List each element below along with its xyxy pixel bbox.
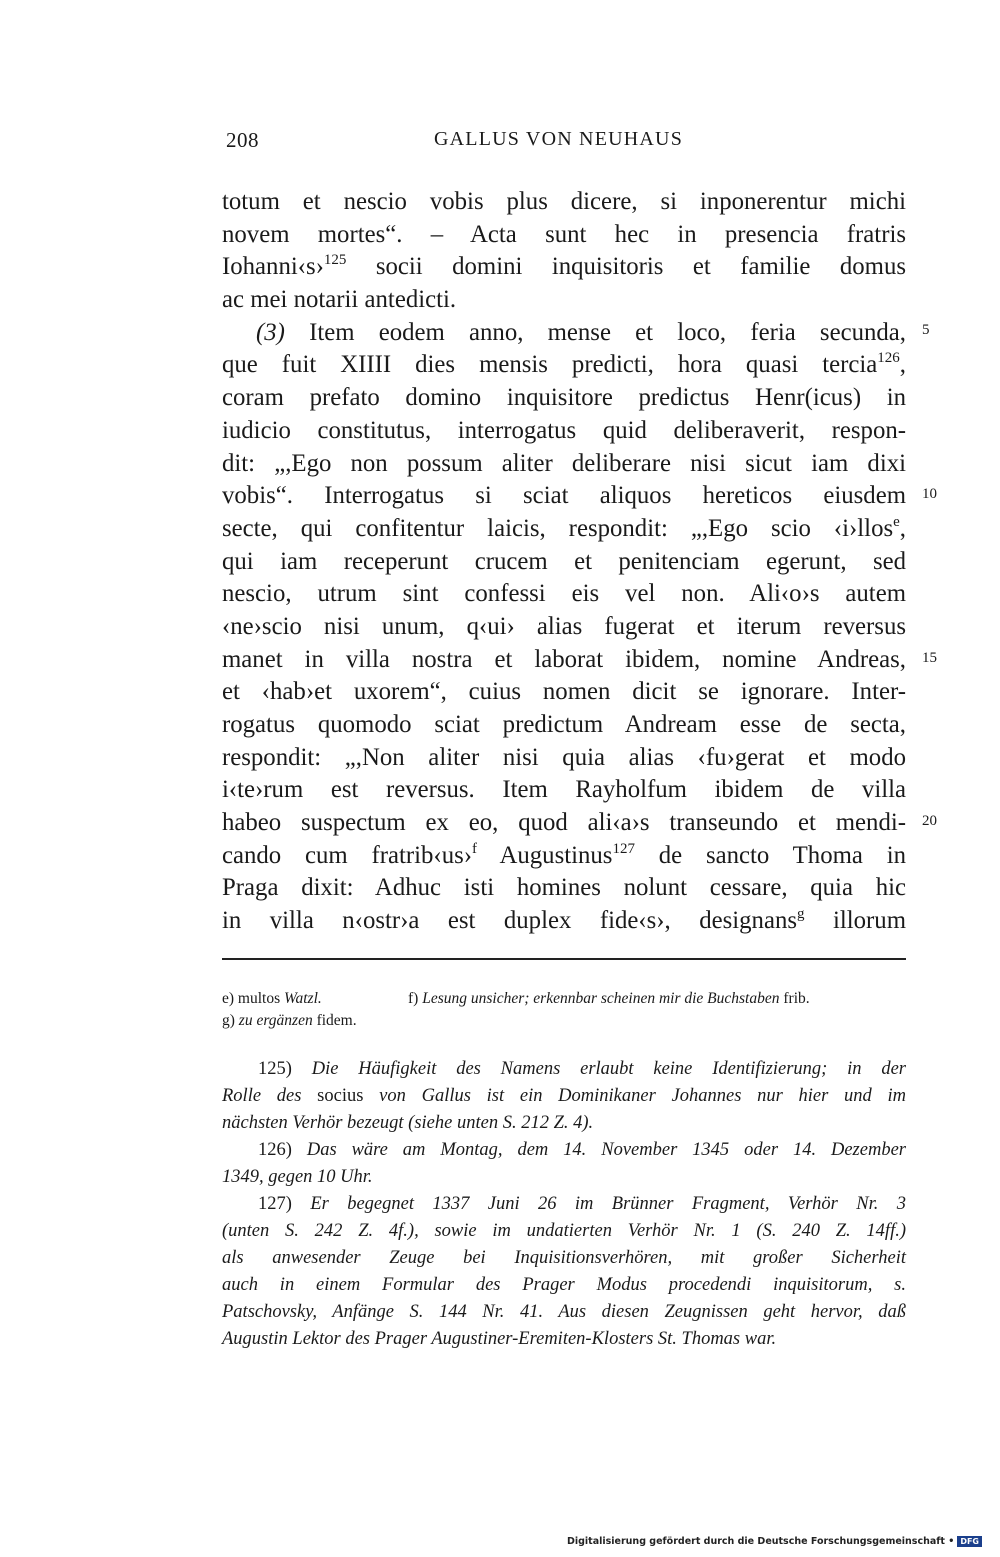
digitization-credit xyxy=(567,1536,982,1547)
text-line: vobis“. Interrogatus si sciat aliquos hereticos eiusdem xyxy=(222,482,906,510)
footnote-line: Augustin Lektor des Prager Augustiner-Eremiten-Klosters St. Thomas war. xyxy=(222,1329,777,1349)
text-line: manet in villa nostra et laborat ibidem, nomine Andreas, xyxy=(222,645,906,673)
line-number: 10 xyxy=(922,486,937,502)
text-line: respondit: „,Non aliter nisi quia alias ‹fu›gerat et modo xyxy=(222,743,906,771)
critical-note-g: g) zu ergänzen fidem. xyxy=(222,1012,357,1029)
footnote-line: Rolle des socius von Gallus ist ein Dominikaner Johannes nur hier und im xyxy=(222,1086,907,1106)
footnote-line: auch in einem Formular des Prager Modus procedendi inquisitorum, s. xyxy=(222,1275,906,1295)
critical-note-e: e) multos Watzl. xyxy=(222,990,322,1007)
footnote-125: 125) Die Häufigkeit des Namens erlaubt keine Identifizierung; in der xyxy=(258,1059,906,1079)
text-line: rogatus quomodo sciat predictum Andream esse de secta, xyxy=(222,711,906,738)
footnote-ref[interactable]: 126 xyxy=(877,350,900,367)
line-number: 20 xyxy=(922,813,937,829)
main-text xyxy=(222,186,906,938)
footnote-line: 1349, gegen 10 Uhr. xyxy=(222,1167,373,1187)
text-line: iudicio constitutus, interrogatus quid deliberaverit, respon- xyxy=(222,416,906,444)
text-line: ac mei notarii antedicti. xyxy=(222,286,457,314)
section-number: (3) xyxy=(256,318,285,346)
footnote-line: Patschovsky, Anfänge S. 144 Nr. 41. Aus diesen Zeugnissen geht hervor, daß xyxy=(222,1302,906,1322)
critical-note-row xyxy=(222,988,906,1010)
dfg-logo[interactable]: DFG xyxy=(957,1536,982,1547)
text-line: (3) Item eodem anno, mense et loco, feria secunda, xyxy=(256,318,906,346)
text-line: Iohanni‹s›$^{125}$ socii domini inquisitoris et familie domus xyxy=(222,252,906,281)
footnote-line: als anwesender Zeuge bei Inquisitionsverhören, mit großer Sicherheit xyxy=(222,1248,906,1268)
page-number: 208 xyxy=(226,128,259,152)
footnote-line: nächsten Verhör bezeugt (siehe unten S. 212 Z. 4). xyxy=(222,1113,594,1133)
text-line: et ‹hab›et uxorem“, cuius nomen dicit se ignorare. Inter- xyxy=(222,678,906,706)
text-line: nescio, utrum sint confessi eis vel non. Ali‹o›s autem xyxy=(222,580,906,608)
footnote-line: (unten S. 242 Z. 4f.), sowie im undatierten Verhör Nr. 1 (S. 240 Z. 14ff.) xyxy=(222,1221,906,1241)
critical-note-ref[interactable]: e xyxy=(893,513,900,530)
text-line: novem mortes“. – Acta sunt hec in presencia fratris xyxy=(222,220,906,248)
text-line: habeo suspectum ex eo, quod ali‹a›s transeundo et mendi- xyxy=(222,809,906,837)
text-line: i‹te›rum est reversus. Item Rayholfum ibidem de villa xyxy=(222,776,906,804)
text-line: ‹ne›scio nisi unum, q‹ui› alias fugerat et iterum reversus xyxy=(222,612,906,640)
text-line: cando cum fratrib‹us›$^f$ Augustinus$^{127}$ de sancto Thoma in xyxy=(222,840,906,869)
explanatory-footnotes xyxy=(222,1056,906,1353)
running-header xyxy=(222,128,906,158)
text-line: secte, qui confitentur laicis, respondit: „,Ego scio ‹i›llos$^e$, xyxy=(222,513,906,542)
text-line: dit: „,Ego non possum aliter deliberare nisi sicut iam dixi xyxy=(222,449,906,477)
running-title: GALLUS VON NEUHAUS xyxy=(434,128,684,150)
credit-text: Digitalisierung gefördert durch die Deutsche Forschungsgemeinschaft • xyxy=(566,1536,955,1547)
text-line: que fuit XIIII dies mensis predicti, hora quasi tercia$^{126}$, xyxy=(222,350,906,379)
footnote-divider xyxy=(222,958,906,960)
critical-note-row xyxy=(222,1010,906,1032)
text-line: coram prefato domino inquisitore predictus Henr(icus) in xyxy=(222,384,906,412)
text-line: totum et nescio vobis plus dicere, si inponerentur michi xyxy=(222,188,906,215)
footnote-126: 126) Das wäre am Montag, dem 14. November 1345 oder 14. Dezember xyxy=(258,1140,906,1160)
footnote-ref[interactable]: 125 xyxy=(323,252,347,269)
critical-note-f: f) Lesung unsicher; erkennbar scheinen mir die Buchstaben frib. xyxy=(408,990,810,1007)
line-number: 15 xyxy=(922,650,937,666)
critical-note-ref[interactable]: g xyxy=(797,906,805,923)
critical-note-ref[interactable]: f xyxy=(472,840,478,857)
text-line: Praga dixit: Adhuc isti homines nolunt cessare, quia hic xyxy=(222,874,906,902)
line-number: 5 xyxy=(922,322,930,338)
text-line: in villa n‹ostr›a est duplex fide‹s›, designans$^g$ illorum xyxy=(222,906,906,935)
critical-apparatus xyxy=(222,988,906,1032)
footnote-ref[interactable]: 127 xyxy=(612,840,635,857)
footnote-127: 127) Er begegnet 1337 Juni 26 im Brünner Fragment, Verhör Nr. 3 xyxy=(258,1194,907,1214)
text-line: qui iam receperunt crucem et penitenciam egerunt, sed xyxy=(222,547,906,575)
